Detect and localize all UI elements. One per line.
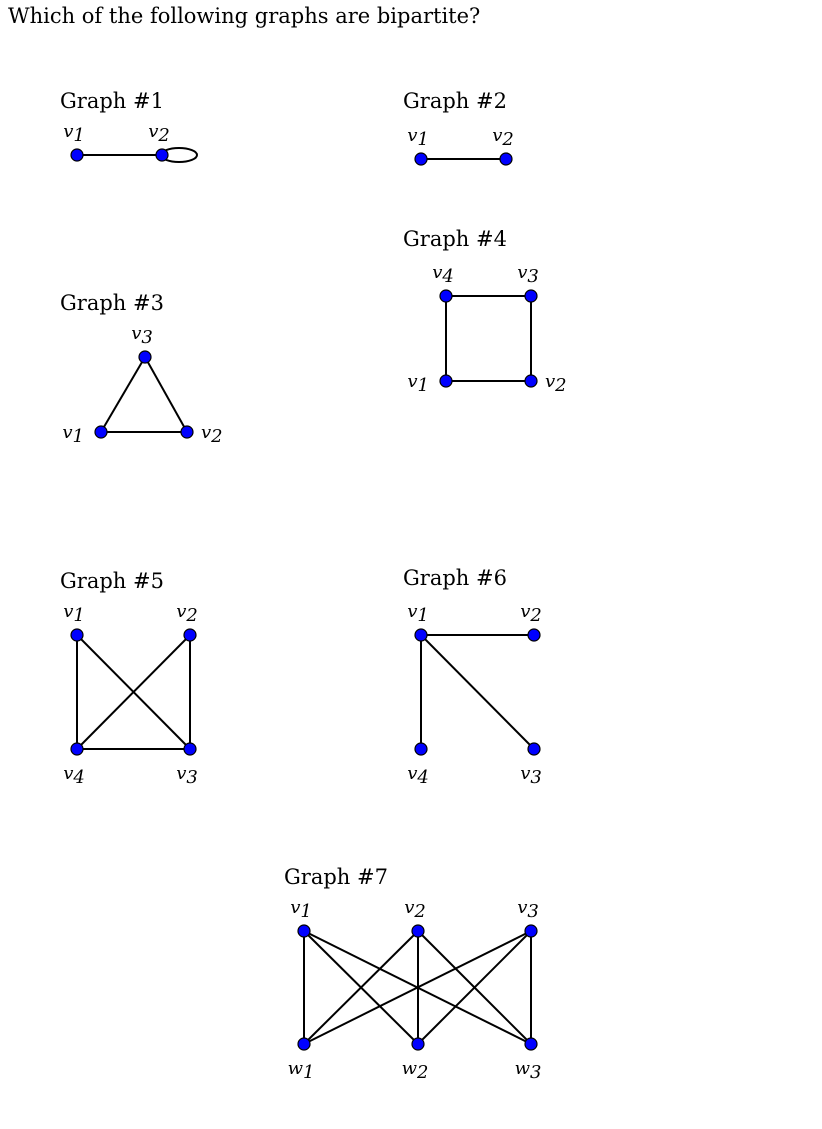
graph-5-label-v4: v4 (63, 763, 85, 788)
graph-2 (403, 89, 514, 165)
graph-7-label-v3: v3 (517, 897, 539, 922)
graph-1-vertex-v1 (71, 149, 83, 161)
graph-1-label-v2: v2 (148, 121, 170, 146)
graph-2-vertex-v1 (415, 153, 427, 165)
graph-6-vertex-v3 (528, 743, 540, 755)
graph-5-label-v1: v1 (63, 601, 85, 626)
graph-1 (60, 89, 197, 162)
graph-2-vertex-v2 (500, 153, 512, 165)
graph-7-title: Graph #7 (284, 865, 388, 889)
graph-7-label-w3: w3 (514, 1058, 542, 1083)
graph-7-vertex-w1 (298, 1038, 310, 1050)
graph-3-label-v1: v1 (62, 422, 84, 447)
graph-5 (60, 569, 198, 788)
graph-6 (403, 566, 542, 788)
graph-4-vertex-v2 (525, 375, 537, 387)
graph-7-label-v1: v1 (290, 897, 312, 922)
graph-2-title: Graph #2 (403, 89, 507, 113)
graph-1-title: Graph #1 (60, 89, 164, 113)
graph-7-label-v2: v2 (404, 897, 426, 922)
graph-6-label-v4: v4 (407, 763, 429, 788)
graph-4-vertex-v3 (525, 290, 537, 302)
graph-4 (403, 227, 567, 396)
graph-7-vertex-v1 (298, 925, 310, 937)
graph-5-vertex-v4 (71, 743, 83, 755)
graph-6-label-v1: v1 (407, 601, 429, 626)
graph-1-vertex-v2 (156, 149, 168, 161)
graph-5-label-v3: v3 (176, 763, 198, 788)
graph-6-label-v2: v2 (520, 601, 542, 626)
graph-3-vertex-v1 (95, 426, 107, 438)
graph-7-label-w2: w2 (401, 1058, 429, 1083)
graph-7-vertex-v3 (525, 925, 537, 937)
graph-3-vertex-v2 (181, 426, 193, 438)
graph-5-label-v2: v2 (176, 601, 198, 626)
graph-5-vertex-v2 (184, 629, 196, 641)
graph-4-label-v4: v4 (432, 262, 454, 287)
graph-3 (60, 291, 223, 447)
graph-4-title: Graph #4 (403, 227, 507, 251)
graph-1-label-v1: v1 (63, 121, 85, 146)
graph-7-vertex-v2 (412, 925, 424, 937)
question-text: Which of the following graphs are bipartite? (8, 4, 481, 28)
graph-3-vertex-v3 (139, 351, 151, 363)
graph-7 (284, 865, 541, 1083)
graph-3-label-v2: v2 (201, 422, 223, 447)
graph-6-vertex-v2 (528, 629, 540, 641)
graph-7-vertex-w2 (412, 1038, 424, 1050)
graph-6-edge-v1-v3 (421, 635, 534, 749)
graph-2-label-v2: v2 (492, 125, 514, 150)
graph-4-label-v2: v2 (545, 371, 567, 396)
graph-3-edge-v2-v3 (145, 357, 187, 432)
graph-5-vertex-v1 (71, 629, 83, 641)
graph-7-label-w1: w1 (287, 1058, 315, 1083)
graph-6-vertex-v4 (415, 743, 427, 755)
graph-4-vertex-v1 (440, 375, 452, 387)
graph-3-label-v3: v3 (131, 323, 153, 348)
graph-6-vertex-v1 (415, 629, 427, 641)
graph-7-vertex-w3 (525, 1038, 537, 1050)
graph-4-vertex-v4 (440, 290, 452, 302)
graph-5-title: Graph #5 (60, 569, 164, 593)
graph-5-vertex-v3 (184, 743, 196, 755)
graph-6-title: Graph #6 (403, 566, 507, 590)
graph-4-label-v3: v3 (517, 262, 539, 287)
graph-3-title: Graph #3 (60, 291, 164, 315)
graph-3-edge-v3-v1 (101, 357, 145, 432)
graph-6-label-v3: v3 (520, 763, 542, 788)
graph-2-label-v1: v1 (407, 125, 429, 150)
graph-4-label-v1: v1 (407, 371, 429, 396)
